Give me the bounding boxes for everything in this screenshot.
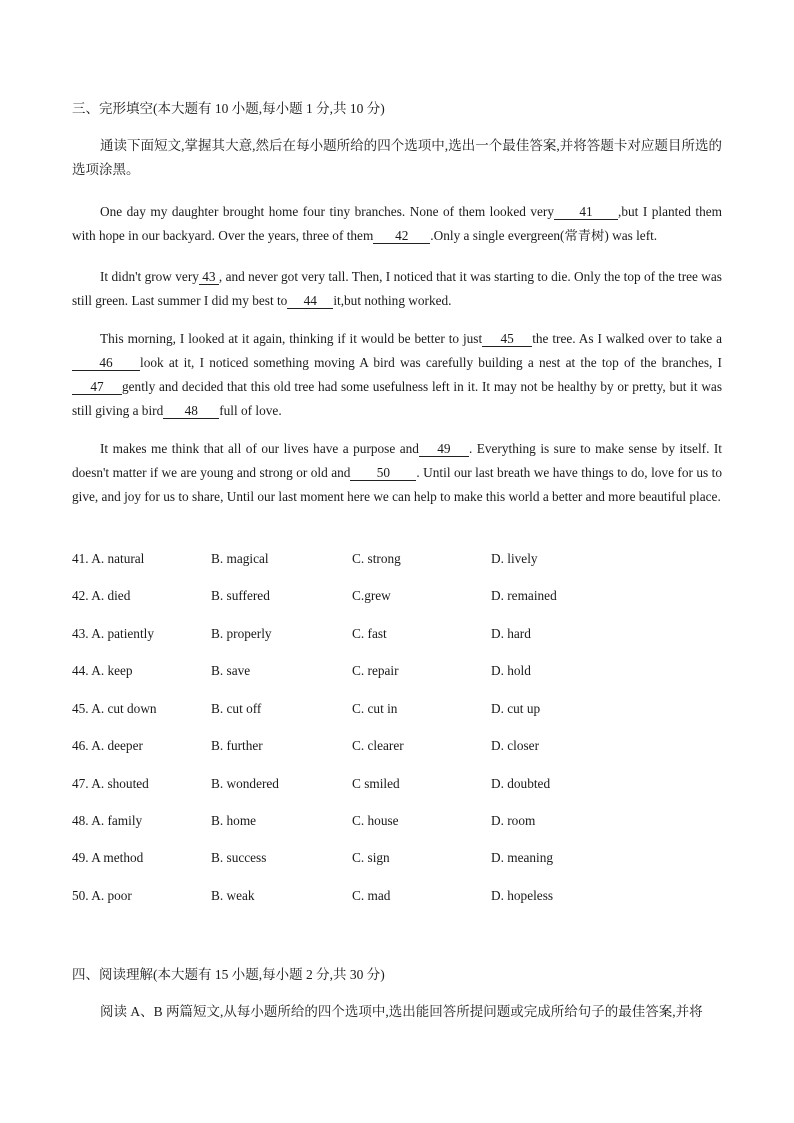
passage-text: . Until our last breath we have things to do, love for us to give, and joy for us to share, Until our last moment here we can help to make this world a better and more beautiful place. [72,465,722,504]
options-row-47 [72,776,722,796]
option-c: C.grew [352,588,391,603]
option-c: C smiled [352,776,400,791]
blank-41: 41 [554,204,618,220]
blank-46: 46 [72,355,140,371]
option-b: B. magical [211,551,269,566]
option-a: 46. A. deeper [72,738,143,753]
passage-text: , and never got very tall. Then, I noticed that it was starting to die. Only the top of the tree was still green. Last summer I did my best to [72,269,722,308]
options-row-44 [72,663,722,683]
passage-text: This morning, I looked at it again, thinking if it would be better to just [100,331,483,346]
option-a: 43. A. patiently [72,626,154,641]
passage-text: It didn't grow very [100,269,199,284]
option-b: B. further [211,738,263,753]
option-b: B. home [211,813,257,828]
options-row-43 [72,626,722,646]
blank-42: 42 [373,228,430,244]
option-d: D. lively [491,551,538,566]
blank-47: 47 [72,379,122,395]
section4-heading: 四、阅读理解(本大题有 15 小题,每小题 2 分,共 30 分) [72,967,385,982]
option-a: 48. A. family [72,813,143,828]
option-c: C. sign [352,850,390,865]
blank-49: 49 [419,441,469,457]
option-d: D. remained [491,588,557,603]
blank-48: 48 [163,403,219,419]
option-b: B. properly [211,626,272,641]
option-b: B. suffered [211,588,270,603]
option-b: B. weak [211,888,255,903]
passage-text: .Only a single evergreen(常青树) was left. [430,228,658,243]
option-a: 49. A method [72,850,144,865]
option-d: D. cut up [491,701,541,716]
options-row-42 [72,588,722,608]
section3-heading: 三、完形填空(本大题有 10 小题,每小题 1 分,共 10 分) [72,101,385,116]
option-a: 47. A. shouted [72,776,149,791]
passage-text: look at it, I noticed something moving A bird was carefully building a nest at the top of the branches, I [140,355,722,370]
blank-45: 45 [482,331,532,347]
option-c: C. strong [352,551,401,566]
passage-text: . Everything is sure to make sense by itself. It doesn't matter if we are young and strong or old and [72,441,722,480]
options-row-41 [72,551,722,571]
option-c: C. clearer [352,738,404,753]
option-c: C. mad [352,888,391,903]
option-d: D. meaning [491,850,554,865]
option-d: D. room [491,813,536,828]
passage-text: it,but nothing worked. [333,293,452,308]
blank-44: 44 [287,293,333,309]
passage-text: gently and decided that this old tree had some usefulness left in it. It may not be healthy by or pretty, but it was still giving a bird [72,379,722,418]
passage-text: full of love. [219,403,282,418]
option-a: 44. A. keep [72,663,133,678]
option-a: 50. A. poor [72,888,132,903]
passage-text: the tree. As I walked over to take a [532,331,722,346]
option-d: D. hard [491,626,531,641]
options-row-49 [72,850,722,870]
options-row-48 [72,813,722,833]
option-c: C. repair [352,663,399,678]
option-c: C. cut in [352,701,398,716]
passage-text: One day my daughter brought home four tiny branches. None of them looked very [100,204,555,219]
option-a: 41. A. natural [72,551,145,566]
blank-43: 43 [199,269,219,285]
option-c: C. fast [352,626,387,641]
options-row-46 [72,738,722,758]
option-d: D. closer [491,738,539,753]
option-b: B. wondered [211,776,279,791]
passage-paragraph-4 [72,437,722,509]
passage-paragraph-1 [72,200,722,248]
passage-paragraph-2 [72,265,722,313]
section4-instruction: 阅读 A、B 两篇短文,从每小题所给的四个选项中,选出能回答所提问题或完成所给句子的最佳答案,并将 [100,1004,703,1019]
section3-instruction: 通读下面短文,掌握其大意,然后在每小题所给的四个选项中,选出一个最佳答案,并将答题卡对应题目所选的选项涂黑。 [72,138,722,177]
option-b: B. save [211,663,251,678]
option-a: 42. A. died [72,588,131,603]
blank-50: 50 [350,465,416,481]
option-b: B. success [211,850,267,865]
option-c: C. house [352,813,399,828]
option-d: D. hopeless [491,888,554,903]
passage-text: It makes me think that all of our lives have a purpose and [100,441,419,456]
options-row-50 [72,888,722,908]
option-d: D. doubted [491,776,551,791]
passage-paragraph-3 [72,327,722,423]
option-d: D. hold [491,663,531,678]
options-row-45 [72,701,722,721]
option-a: 45. A. cut down [72,701,157,716]
passage-text: ,but I planted them with hope in our backyard. Over the years, three of them [72,204,722,243]
option-b: B. cut off [211,701,262,716]
